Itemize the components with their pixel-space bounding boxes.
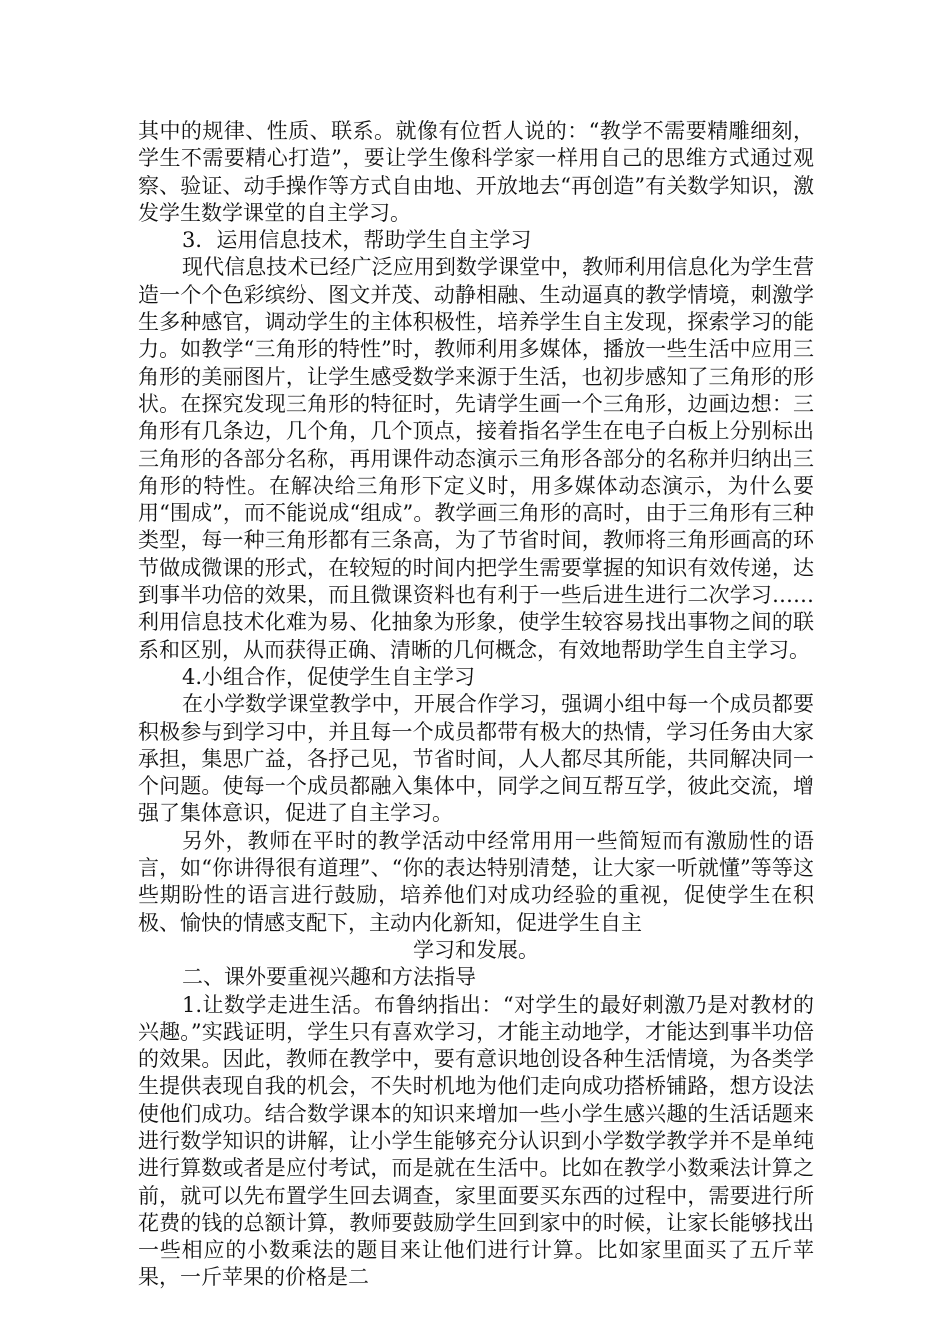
paragraph-group-work: 在小学数学课堂教学中，开展合作学习，强调小组中每一个成员都要积极参与到学习中，并且每一个成员都带有极大的热情，学习任务由大家承担，集思广益，各抒己见，节省时间，人人都尽其所能，共同解决同一个问题。使每一个成员都融入集体中，同学之间互帮互学，彼此交流，增强了集体意识，促进了自主学习。 — [138, 692, 814, 826]
paragraph-math-life: 1.让数学走进生活。布鲁纳指出：“对学生的最好刺激乃是对教材的兴趣。”实践证明，学生只有喜欢学习，才能主动地学，才能达到事半功倍的效果。因此，教师在教学中，要有意识地创设各种生活情境，为各类学生提供表现自我的机会，不失时机地为他们走向成功搭桥铺路，想方设法使他们成功。结合数学课本的知识来增加一些小学生感兴趣的生活话题来进行数学知识的讲解，让小学生能够充分认识到小学数学教学并不是单纯进行算数或者是应付考试，而是就在生活中。比如在教学小数乘法计算之前，就可以先布置学生回去调查，家里面要买东西的过程中，需要进行所花费的钱的总额计算，教师要鼓励学生回到家中的时候，让家长能够找出一些相应的小数乘法的题目来让他们进行计算。比如家里面买了五斤苹果，一斤苹果的价格是二 — [138, 992, 814, 1290]
paragraph-info-tech: 现代信息技术已经广泛应用到数学课堂中，教师利用信息化为学生营造一个个色彩缤纷、图文并茂、动静相融、生动逼真的教学情境，刺激学生多种感官，调动学生的主体积极性，培养学生自主发现，探索学习的能力。如教学“三角形的特性”时，教师利用多媒体，播放一些生活中应用三角形的美丽图片，让学生感受数学来源于生活，也初步感知了三角形的形状。在探究发现三角形的特征时，先请学生画一个三角形，边画边想：三角形有几条边，几个角，几个顶点，接着指名学生在电子白板上分别标出三角形的各部分名称，再用课件动态演示三角形各部分的名称并归纳出三角形的特性。在解决给三角形下定义时，用多媒体动态演示，为什么要用“围成”，而不能说成“组成”。教学画三角形的高时，由于三角形有三种类型，每一种三角形都有三条高，为了节省时间，教师将三角形画高的环节做成微课的形式，在较短的时间内把学生需要掌握的知识有效传递，达到事半功倍的效果，而且微课资料也有利于一些后进生进行二次学习……利用信息技术化难为易、化抽象为形象，使学生较容易找出事物之间的联系和区别，从而获得正确、清晰的几何概念，有效地帮助学生自主学习。 — [138, 255, 814, 662]
document-page — [138, 118, 814, 1292]
section-heading-two: 二、课外要重视兴趣和方法指导 — [182, 965, 476, 990]
paragraph-continued: 其中的规律、性质、联系。就像有位哲人说的：“教学不需要精雕细刻，学生不需要精心打造”，要让学生像科学家一样用自己的思维方式通过观察、验证、动手操作等方式自由地、开放地去“再创造”有关数学知识，激发学生数学课堂的自主学习。 — [138, 119, 814, 225]
section-heading-3: 3．运用信息技术，帮助学生自主学习 — [182, 228, 532, 253]
paragraph-encouragement-tail: 学习和发展。 — [413, 937, 539, 962]
section-heading-4: 4.小组合作，促使学生自主学习 — [182, 664, 476, 689]
paragraph-encouragement: 另外，教师在平时的教学活动中经常用用一些简短而有激励性的语言，如“你讲得很有道理”、“你的表达特别清楚，让大家一听就懂”等等这些期盼性的语言进行鼓励，培养他们对成功经验的重视，促使学生在积极、愉快的情感支配下，主动内化新知，促进学生自主 — [138, 828, 814, 935]
